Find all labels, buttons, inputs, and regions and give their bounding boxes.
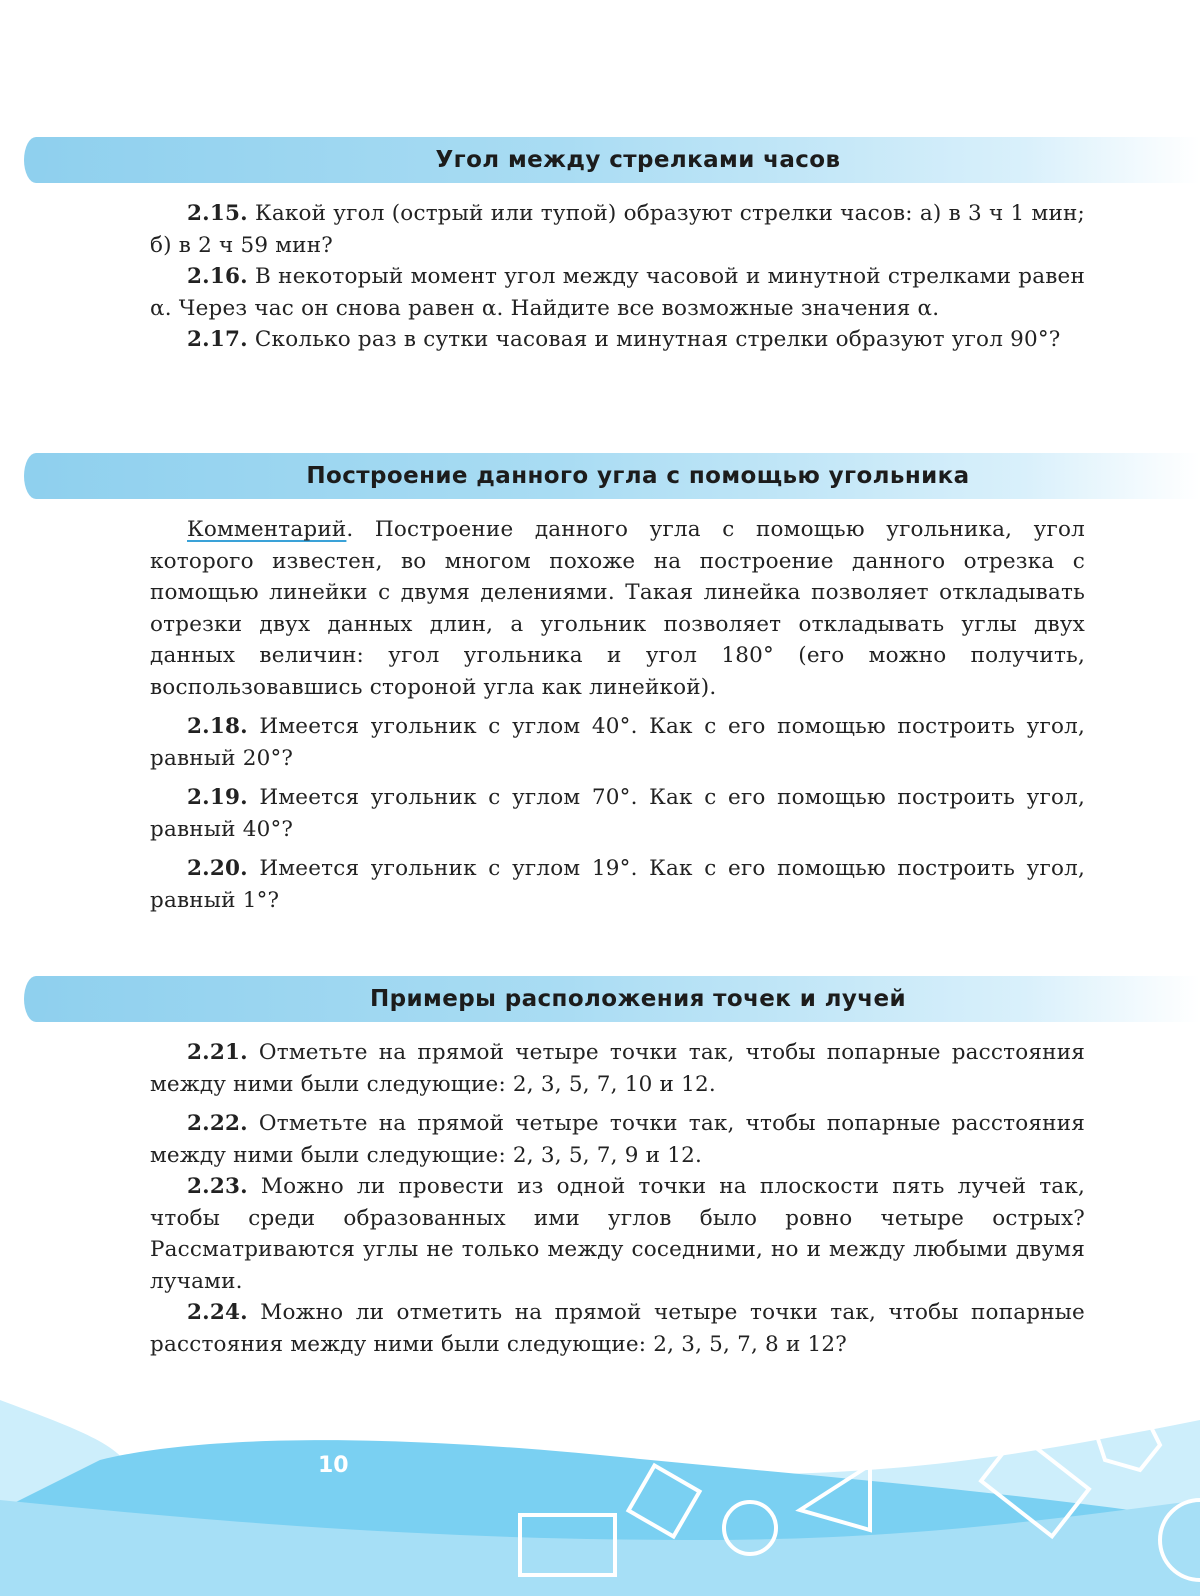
problem-text: Отметьте на прямой четыре точки так, чтобы попарные расстояния между ними были следующие: 2, 3, 5, 7, 10 и 12. [150, 1040, 1085, 1097]
page-number: 10 [318, 1453, 349, 1478]
problem-2-21 [150, 1037, 1085, 1100]
problem-number: 2.21. [187, 1040, 248, 1065]
problem-text: Можно ли отметить на прямой четыре точки так, чтобы попарные расстояния между ними были следующие: 2, 3, 5, 7, 8 и 12? [150, 1300, 1085, 1357]
problem-number: 2.17. [187, 327, 248, 352]
problem-number: 2.15. [187, 201, 248, 226]
section-title: Построение данного угла с помощью угольника [306, 463, 970, 489]
comment-text: . Построение данного угла с помощью угольника, угол которого известен, во многом похоже на построение данного отрезка с помощью линейки с двумя делениями. Такая линейка позволяет откладывать отрезки двух данных длин, а угольник позволяет откладывать углы двух данных величин: угол угольника и угол 180° (его можно получить, воспользовавшись стороной угла как линейкой). [150, 517, 1085, 700]
footer-wave-decoration [0, 1390, 1200, 1596]
section-body-points-rays [150, 1037, 1085, 1360]
comment-paragraph [150, 514, 1085, 703]
problem-text: Сколько раз в сутки часовая и минутная стрелки образуют угол 90°? [254, 327, 1061, 352]
section-header-angle-construction [36, 453, 1200, 499]
problem-2-17 [150, 324, 1085, 356]
problem-number: 2.20. [187, 856, 248, 881]
problem-2-19 [150, 782, 1085, 845]
section-body-clock-hands [150, 198, 1085, 356]
problem-2-16 [150, 261, 1085, 324]
section-title: Примеры расположения точек и лучей [370, 986, 906, 1012]
problem-number: 2.16. [187, 264, 248, 289]
problem-2-22 [150, 1108, 1085, 1171]
problem-text: В некоторый момент угол между часовой и минутной стрелками равен α. Через час он снова равен α. Найдите все возможные значения α. [150, 264, 1085, 321]
section-title: Угол между стрелками часов [435, 147, 841, 173]
problem-text: Имеется угольник с углом 70°. Как с его помощью построить угол, равный 40°? [150, 785, 1085, 842]
problem-number: 2.19. [187, 785, 248, 810]
section-body-angle-construction [150, 514, 1085, 916]
comment-label: Комментарий [187, 517, 347, 542]
problem-2-18 [150, 711, 1085, 774]
problem-text: Имеется угольник с углом 40°. Как с его помощью построить угол, равный 20°? [150, 714, 1085, 771]
problem-2-15 [150, 198, 1085, 261]
problem-number: 2.22. [187, 1111, 248, 1136]
section-header-points-rays [36, 976, 1200, 1022]
problem-text: Можно ли провести из одной точки на плоскости пять лучей так, чтобы среди образованных ими углов было ровно четыре острых? Рассматриваются углы не только между соседними, но и между любыми двумя лучами. [150, 1174, 1085, 1294]
problem-2-20 [150, 853, 1085, 916]
problem-2-24 [150, 1297, 1085, 1360]
section-header-clock-hands [36, 137, 1200, 183]
problem-text: Какой угол (острый или тупой) образуют стрелки часов: а) в 3 ч 1 мин; б) в 2 ч 59 мин? [150, 201, 1085, 258]
problem-2-23 [150, 1171, 1085, 1297]
problem-number: 2.24. [187, 1300, 248, 1325]
problem-text: Имеется угольник с углом 19°. Как с его помощью построить угол, равный 1°? [150, 856, 1085, 913]
problem-number: 2.23. [187, 1174, 248, 1199]
problem-number: 2.18. [187, 714, 248, 739]
problem-text: Отметьте на прямой четыре точки так, чтобы попарные расстояния между ними были следующие: 2, 3, 5, 7, 9 и 12. [150, 1111, 1085, 1168]
